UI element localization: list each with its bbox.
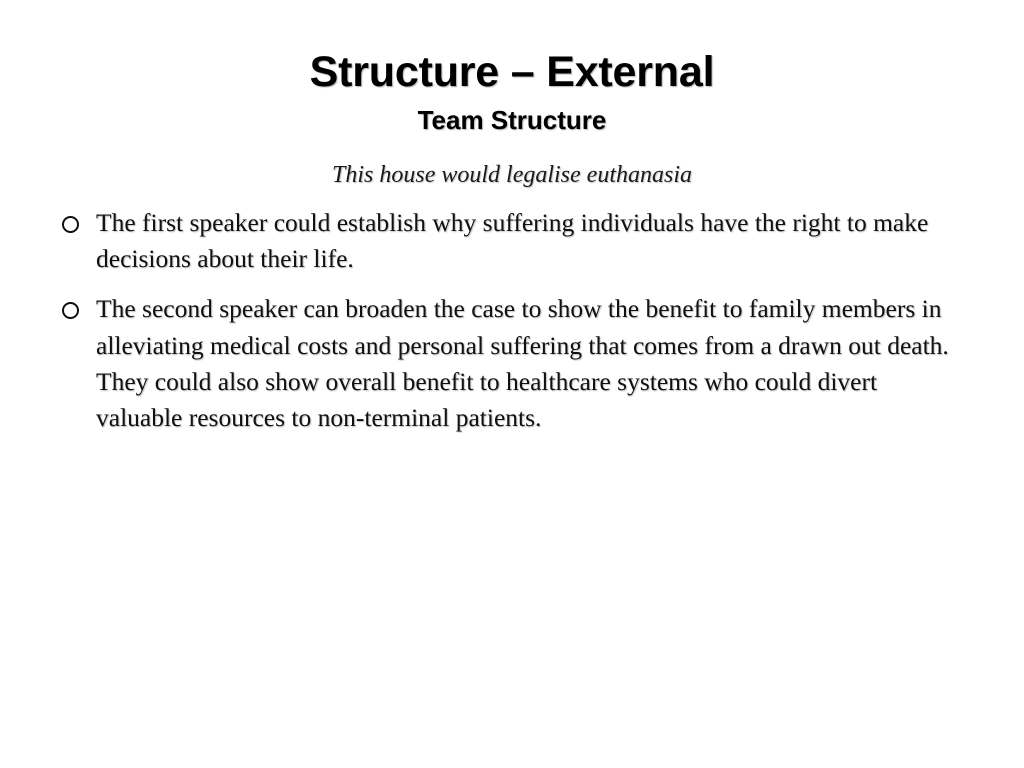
list-item-text: The first speaker could establish why suffering individuals have the right to make decisions about their life. bbox=[96, 208, 929, 274]
open-circle-icon bbox=[62, 205, 96, 243]
page-subtitle: Team Structure bbox=[417, 105, 607, 136]
list-item-text: The second speaker can broaden the case to show the benefit to family members in alleviating medical costs and personal suffering that comes from a drawn out death. They could also show overall benefit to healthcare systems who could divert valuable resources to non-terminal patients. bbox=[96, 294, 949, 433]
open-circle-icon bbox=[62, 291, 96, 329]
bullet-list bbox=[0, 205, 1024, 436]
title-block bbox=[0, 0, 1024, 136]
motion-text: This house would legalise euthanasia bbox=[332, 162, 692, 189]
list-item bbox=[0, 205, 1024, 277]
page-title: Structure – External bbox=[309, 48, 715, 96]
list-item bbox=[0, 291, 1024, 436]
